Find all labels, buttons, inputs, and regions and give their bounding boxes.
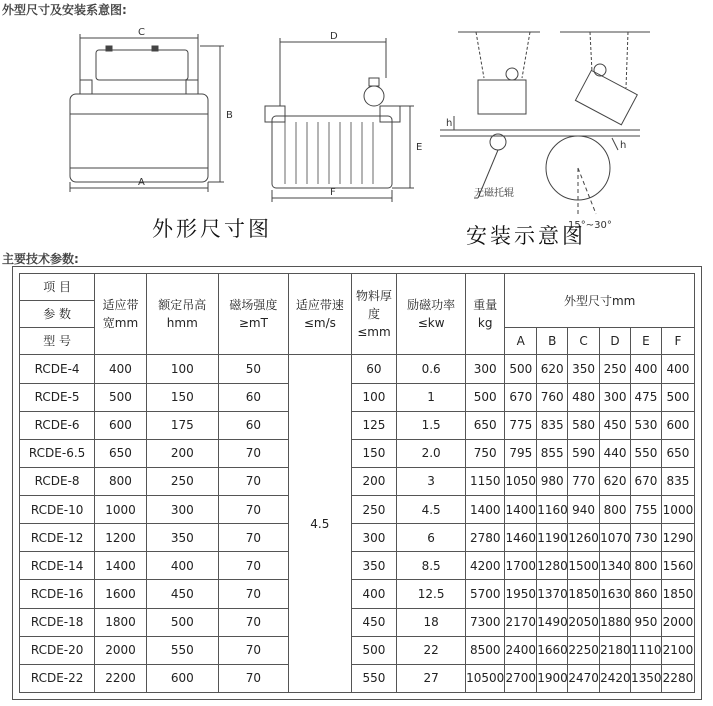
- cell-model: RCDE-16: [20, 580, 95, 608]
- cell-field: 70: [218, 524, 288, 552]
- cell-dim-a: 2700: [505, 664, 537, 692]
- cell-field: 70: [218, 552, 288, 580]
- cell-weight: 8500: [466, 636, 505, 664]
- cell-model: RCDE-8: [20, 467, 95, 495]
- cell-height: 450: [146, 580, 218, 608]
- table-row: [20, 383, 695, 411]
- cell-dim-d: 1070: [600, 524, 631, 552]
- label-f: F: [330, 187, 336, 198]
- cell-dim-f: 835: [661, 467, 694, 495]
- table-row: [20, 636, 695, 664]
- cell-dim-a: 795: [505, 439, 537, 467]
- cell-power: 18: [397, 608, 466, 636]
- cell-power: 3: [397, 467, 466, 495]
- header-model: 型 号: [20, 328, 95, 355]
- header-dim-c: C: [568, 328, 600, 355]
- cell-dim-c: 580: [568, 411, 600, 439]
- cell-weight: 300: [466, 355, 505, 383]
- table-row: [20, 439, 695, 467]
- cell-dim-b: 980: [537, 467, 568, 495]
- cell-dim-a: 1700: [505, 552, 537, 580]
- cell-dim-f: 650: [661, 439, 694, 467]
- cell-dim-e: 670: [630, 467, 661, 495]
- cell-model: RCDE-10: [20, 496, 95, 524]
- cell-dim-e: 1110: [630, 636, 661, 664]
- cell-weight: 1400: [466, 496, 505, 524]
- cell-field: 70: [218, 608, 288, 636]
- table-row: [20, 608, 695, 636]
- cell-belt-width: 1600: [95, 580, 147, 608]
- cell-model: RCDE-6.5: [20, 439, 95, 467]
- cell-dim-e: 530: [630, 411, 661, 439]
- cell-dim-e: 730: [630, 524, 661, 552]
- cell-dim-b: 1660: [537, 636, 568, 664]
- cell-weight: 500: [466, 383, 505, 411]
- cell-dim-a: 1950: [505, 580, 537, 608]
- cell-height: 400: [146, 552, 218, 580]
- label-a: A: [138, 177, 145, 188]
- cell-dim-f: 400: [661, 355, 694, 383]
- cell-belt-width: 1200: [95, 524, 147, 552]
- header-item: 项 目: [20, 274, 95, 301]
- cell-dim-b: 1900: [537, 664, 568, 692]
- cell-dim-b: 835: [537, 411, 568, 439]
- cell-belt-width: 2000: [95, 636, 147, 664]
- cell-dim-c: 940: [568, 496, 600, 524]
- cell-field: 70: [218, 439, 288, 467]
- cell-dim-c: 590: [568, 439, 600, 467]
- cell-model: RCDE-18: [20, 608, 95, 636]
- installation-drawing: [440, 32, 650, 214]
- table-row: [20, 496, 695, 524]
- cell-power: 27: [397, 664, 466, 692]
- cell-dim-e: 950: [630, 608, 661, 636]
- cell-height: 200: [146, 439, 218, 467]
- cell-model: RCDE-12: [20, 524, 95, 552]
- header-speed: 适应带速 ≤m/s: [288, 274, 351, 355]
- side-view-drawing: [70, 34, 224, 192]
- cell-dim-d: 300: [600, 383, 631, 411]
- cell-dim-f: 1850: [661, 580, 694, 608]
- cell-dim-b: 1160: [537, 496, 568, 524]
- cell-weight: 1150: [466, 467, 505, 495]
- params-heading: 主要技术参数:: [2, 252, 79, 266]
- cell-power: 0.6: [397, 355, 466, 383]
- cell-thickness: 450: [351, 608, 396, 636]
- cell-weight: 5700: [466, 580, 505, 608]
- cell-dim-e: 755: [630, 496, 661, 524]
- cell-thickness: 500: [351, 636, 396, 664]
- cell-power: 2.0: [397, 439, 466, 467]
- cell-height: 600: [146, 664, 218, 692]
- cell-dim-c: 2470: [568, 664, 600, 692]
- cell-height: 175: [146, 411, 218, 439]
- cell-dim-a: 670: [505, 383, 537, 411]
- cell-power: 8.5: [397, 552, 466, 580]
- cell-dim-b: 1370: [537, 580, 568, 608]
- cell-weight: 650: [466, 411, 505, 439]
- cell-belt-width: 800: [95, 467, 147, 495]
- cell-dim-c: 1260: [568, 524, 600, 552]
- label-b: B: [226, 110, 233, 121]
- table-row: [20, 524, 695, 552]
- spec-table-frame: [12, 266, 702, 700]
- cell-dim-d: 450: [600, 411, 631, 439]
- header-field: 磁场强度 ≥mT: [218, 274, 288, 355]
- cell-belt-width: 1400: [95, 552, 147, 580]
- cell-height: 500: [146, 608, 218, 636]
- cell-weight: 4200: [466, 552, 505, 580]
- cell-belt-width: 2200: [95, 664, 147, 692]
- roller-label: 无磁托辊: [474, 188, 514, 199]
- cell-dim-d: 800: [600, 496, 631, 524]
- cell-dim-f: 1560: [661, 552, 694, 580]
- cell-dim-f: 2000: [661, 608, 694, 636]
- cell-thickness: 400: [351, 580, 396, 608]
- cell-dim-a: 1400: [505, 496, 537, 524]
- cell-dim-f: 500: [661, 383, 694, 411]
- header-dim-f: F: [661, 328, 694, 355]
- table-row: [20, 355, 695, 383]
- cell-height: 350: [146, 524, 218, 552]
- angle-label: 15°~30°: [568, 220, 612, 231]
- cell-dim-b: 620: [537, 355, 568, 383]
- cell-height: 550: [146, 636, 218, 664]
- cell-dim-c: 2050: [568, 608, 600, 636]
- cell-dim-f: 2100: [661, 636, 694, 664]
- label-d: D: [330, 31, 338, 42]
- cell-dim-b: 1490: [537, 608, 568, 636]
- cell-dim-e: 1350: [630, 664, 661, 692]
- cell-field: 70: [218, 580, 288, 608]
- header-belt-width: 适应带 宽mm: [95, 274, 147, 355]
- header-weight: 重量 kg: [466, 274, 505, 355]
- cell-field: 70: [218, 467, 288, 495]
- cell-dim-d: 250: [600, 355, 631, 383]
- cell-power: 1.5: [397, 411, 466, 439]
- cell-height: 100: [146, 355, 218, 383]
- cell-thickness: 60: [351, 355, 396, 383]
- cell-dim-d: 2180: [600, 636, 631, 664]
- cell-power: 22: [397, 636, 466, 664]
- cell-thickness: 550: [351, 664, 396, 692]
- cell-model: RCDE-4: [20, 355, 95, 383]
- cell-model: RCDE-14: [20, 552, 95, 580]
- cell-dim-d: 1340: [600, 552, 631, 580]
- label-h2: h: [620, 140, 627, 151]
- cell-belt-width: 400: [95, 355, 147, 383]
- header-dim-d: D: [600, 328, 631, 355]
- cell-dim-c: 1500: [568, 552, 600, 580]
- cell-thickness: 300: [351, 524, 396, 552]
- cell-thickness: 100: [351, 383, 396, 411]
- header-dim-b: B: [537, 328, 568, 355]
- cell-weight: 2780: [466, 524, 505, 552]
- table-row: [20, 467, 695, 495]
- cell-dim-e: 400: [630, 355, 661, 383]
- cell-dim-e: 475: [630, 383, 661, 411]
- cell-height: 300: [146, 496, 218, 524]
- cell-power: 1: [397, 383, 466, 411]
- dimension-diagrams: [0, 18, 713, 250]
- header-dims: 外型尺寸mm: [505, 274, 695, 328]
- cell-dim-c: 480: [568, 383, 600, 411]
- cell-thickness: 125: [351, 411, 396, 439]
- cell-dim-e: 800: [630, 552, 661, 580]
- header-dim-a: A: [505, 328, 537, 355]
- table-row: [20, 580, 695, 608]
- header-power: 励磁功率 ≤kw: [397, 274, 466, 355]
- cell-dim-d: 620: [600, 467, 631, 495]
- cell-weight: 10500: [466, 664, 505, 692]
- cell-dim-a: 1460: [505, 524, 537, 552]
- cell-dim-a: 2170: [505, 608, 537, 636]
- cell-dim-f: 1000: [661, 496, 694, 524]
- table-row: [20, 552, 695, 580]
- cell-weight: 750: [466, 439, 505, 467]
- cell-field: 60: [218, 411, 288, 439]
- cell-dim-b: 855: [537, 439, 568, 467]
- cell-height: 250: [146, 467, 218, 495]
- dimensions-heading: 外型尺寸及安装系意图:: [2, 3, 127, 17]
- cell-dim-e: 860: [630, 580, 661, 608]
- install-caption: 安装示意图: [466, 224, 586, 248]
- cell-weight: 7300: [466, 608, 505, 636]
- cell-dim-d: 440: [600, 439, 631, 467]
- cell-power: 4.5: [397, 496, 466, 524]
- cell-field: 60: [218, 383, 288, 411]
- cell-thickness: 250: [351, 496, 396, 524]
- cell-field: 70: [218, 636, 288, 664]
- header-param: 参 数: [20, 301, 95, 328]
- cell-dim-d: 1630: [600, 580, 631, 608]
- header-dim-e: E: [630, 328, 661, 355]
- cell-thickness: 350: [351, 552, 396, 580]
- cell-speed: 4.5: [288, 355, 351, 693]
- cell-dim-f: 2280: [661, 664, 694, 692]
- cell-thickness: 150: [351, 439, 396, 467]
- cell-dim-c: 1850: [568, 580, 600, 608]
- cell-model: RCDE-22: [20, 664, 95, 692]
- cell-dim-c: 2250: [568, 636, 600, 664]
- cell-dim-f: 600: [661, 411, 694, 439]
- table-row: [20, 411, 695, 439]
- cell-dim-a: 500: [505, 355, 537, 383]
- cell-power: 12.5: [397, 580, 466, 608]
- label-h1: h: [446, 118, 453, 129]
- cell-power: 6: [397, 524, 466, 552]
- cell-field: 70: [218, 496, 288, 524]
- cell-dim-d: 1880: [600, 608, 631, 636]
- cell-belt-width: 1000: [95, 496, 147, 524]
- cell-height: 150: [146, 383, 218, 411]
- header-height: 额定吊高 hmm: [146, 274, 218, 355]
- cell-belt-width: 650: [95, 439, 147, 467]
- front-view-drawing: [265, 38, 414, 202]
- cell-model: RCDE-6: [20, 411, 95, 439]
- cell-belt-width: 1800: [95, 608, 147, 636]
- cell-belt-width: 500: [95, 383, 147, 411]
- cell-dim-f: 1290: [661, 524, 694, 552]
- cell-dim-b: 1280: [537, 552, 568, 580]
- cell-dim-a: 775: [505, 411, 537, 439]
- cell-dim-a: 1050: [505, 467, 537, 495]
- cell-dim-b: 760: [537, 383, 568, 411]
- cell-belt-width: 600: [95, 411, 147, 439]
- cell-dim-d: 2420: [600, 664, 631, 692]
- cell-thickness: 200: [351, 467, 396, 495]
- cell-model: RCDE-20: [20, 636, 95, 664]
- cell-field: 70: [218, 664, 288, 692]
- cell-field: 50: [218, 355, 288, 383]
- cell-dim-e: 550: [630, 439, 661, 467]
- cell-dim-b: 1190: [537, 524, 568, 552]
- cell-model: RCDE-5: [20, 383, 95, 411]
- label-c: C: [138, 27, 145, 38]
- header-thickness: 物料厚 度 ≤mm: [351, 274, 396, 355]
- spec-table: [19, 273, 695, 693]
- cell-dim-c: 770: [568, 467, 600, 495]
- table-row: [20, 664, 695, 692]
- cell-dim-c: 350: [568, 355, 600, 383]
- shape-caption: 外形尺寸图: [152, 217, 272, 241]
- label-e: E: [416, 142, 423, 153]
- cell-dim-a: 2400: [505, 636, 537, 664]
